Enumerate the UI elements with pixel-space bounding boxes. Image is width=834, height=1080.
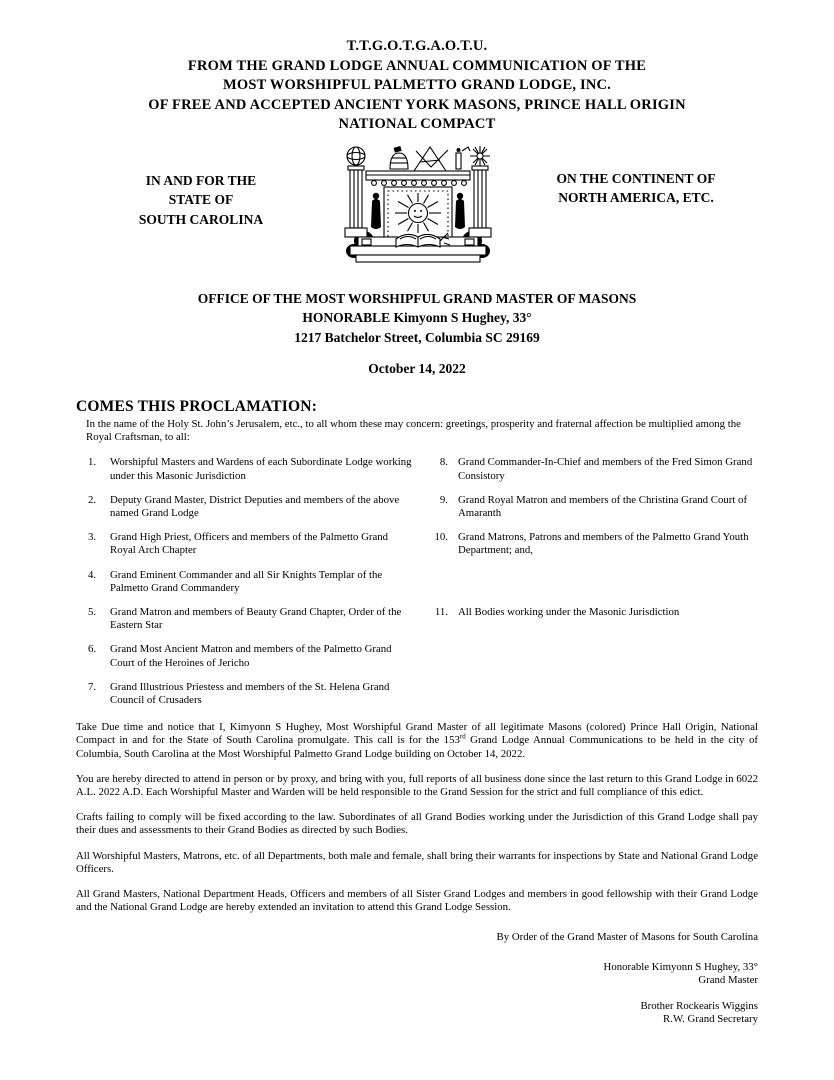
office-line-2: HONORABLE Kimyonn S Hughey, 33° — [302, 310, 532, 325]
grand-secretary-title: R.W. Grand Secretary — [663, 1013, 758, 1026]
title-line-acronym: T.T.G.O.T.G.A.O.T.U. — [346, 38, 488, 54]
continent-line-2: NORTH AMERICA, ETC. — [558, 190, 714, 205]
beehive-icon — [390, 146, 408, 169]
list-item: All Bodies working under the Masonic Jurisdiction — [458, 606, 680, 619]
list-item: Grand Matrons, Patrons and members of the Palmetto Grand Youth Department; and, — [458, 531, 749, 557]
document-date: October 14, 2022 — [368, 361, 466, 376]
continent-line-1: ON THE CONTINENT OF — [556, 170, 716, 186]
document-title-block — [0, 0, 834, 135]
title-line-2: FROM THE GRAND LODGE ANNUAL COMMUNICATION OF THE — [187, 57, 647, 74]
list-item — [458, 681, 758, 707]
document-body — [76, 398, 758, 1027]
list-number: 2. — [88, 493, 97, 506]
list-number: 3. — [88, 531, 97, 544]
list-number: 1. — [88, 456, 97, 469]
paragraph-attend-directive: You are hereby directed to attend in person or by proxy, and bring with you, full reports of all business done since the last return to this Grand Lodge in 6022 A.L. 2022 A.D. Each Worshipful Master and Warden will be held responsible to the Grand Session for the strict and full compliance of this edict. — [76, 772, 758, 799]
paragraph-crafts-compliance: Crafts failing to comply will be fixed according to the law. Subordinates of all Grand Bodies working under the Jurisdiction of this Grand Lodge shall pay their dues and assessments to their Grand Bodies as directed by such Bodies. — [76, 811, 758, 837]
paragraph-take-due-notice — [76, 721, 758, 761]
right-figure — [455, 192, 465, 228]
list-number: 10. — [434, 531, 448, 544]
list-number: 5. — [88, 606, 97, 619]
state-line-1: IN AND FOR THE — [145, 172, 257, 188]
list-number: 11. — [434, 606, 448, 619]
square-compasses-icon — [414, 147, 448, 171]
grand-master-name: Honorable Kimyonn S Hughey, 33° — [603, 960, 758, 973]
closing-block — [76, 931, 758, 1027]
state-line-3: SOUTH CAROLINA — [138, 211, 264, 227]
grand-master-signature — [76, 961, 758, 988]
proclamation-intro: In the name of the Holy St. John’s Jerusalem, etc., to all whom these may concern: greetings, prosperity and fraternal affection be multiplied among the Royal Craftsman, to all: — [86, 418, 741, 444]
state-line-2: STATE OF — [168, 192, 234, 207]
list-item — [458, 569, 758, 595]
starburst-icon — [470, 146, 490, 166]
list-item: Grand High Priest, Officers and members of the Palmetto Grand Royal Arch Chapter — [110, 531, 389, 557]
ordinal-superscript: rd — [459, 732, 466, 741]
list-number: 8. — [439, 456, 448, 469]
globe-icon — [347, 147, 365, 165]
list-number — [416, 569, 458, 595]
grand-secretary-signature — [76, 1000, 758, 1027]
list-number: 4. — [88, 568, 97, 581]
sun-panel — [384, 187, 452, 241]
paragraph-warrants-inspection: All Worshipful Masters, Matrons, etc. of all Departments, both male and female, shall bring their warrants for inspections by State and National Grand Lodge Officers. — [76, 849, 758, 875]
list-number: 9. — [439, 493, 448, 506]
continent-block — [528, 169, 744, 208]
title-line-5: NATIONAL COMPACT — [338, 116, 496, 132]
left-column — [345, 147, 367, 237]
masonic-emblem — [328, 141, 508, 269]
title-line-3: MOST WORSHIPFUL PALMETTO GRAND LODGE, INC. — [222, 77, 611, 93]
paragraph-invitation: All Grand Masters, National Department Heads, Officers and members of all Sister Grand Lodges and members in good fellowship with their Grand Lodge and the National Grand Lodge are hereby extended an invitation to attend this Grand Lodge Session. — [76, 888, 758, 914]
list-number — [416, 681, 458, 707]
list-item: Grand Matron and members of Beauty Grand Chapter, Order of the Eastern Star — [110, 606, 402, 632]
addressee-list — [76, 456, 758, 707]
list-item: Grand Illustrious Priestess and members of the St. Helena Grand Council of Crusaders — [110, 680, 390, 707]
office-line-3: 1217 Batchelor Street, Columbia SC 29169 — [294, 329, 540, 345]
list-number — [416, 643, 458, 669]
right-column — [469, 146, 491, 237]
grand-secretary-name: Brother Rockearis Wiggins — [640, 999, 758, 1012]
list-item: Deputy Grand Master, District Deputies and members of the above named Grand Lodge — [110, 493, 400, 520]
candle-icon — [456, 147, 470, 169]
list-item: Grand Commander-In-Chief and members of the Fred Simon Grand Consistory — [458, 456, 753, 482]
paragraph-text: Take Due time and notice that I, Kimyonn S Hughey, Most Worshipful Grand Master of all legitimate Masons (colored) Prince Hall Origin, National Compact in and for the State of South Carolina promulgate. This call is for the 153 — [76, 721, 758, 747]
left-figure — [371, 192, 381, 228]
list-number: 7. — [88, 680, 97, 693]
grand-master-title: Grand Master — [698, 974, 758, 987]
proclamation-heading: COMES THIS PROCLAMATION: — [76, 398, 318, 415]
masonic-emblem-icon — [328, 141, 508, 269]
state-block — [116, 171, 286, 230]
list-item: Grand Eminent Commander and all Sir Knights Templar of the Palmetto Grand Commandery — [110, 568, 383, 594]
title-line-4: OF FREE AND ACCEPTED ANCIENT YORK MASONS, PRINCE HALL ORIGIN — [148, 96, 686, 113]
list-item: Worshipful Masters and Wardens of each Subordinate Lodge working under this Masonic Jurisdiction — [110, 456, 412, 482]
by-order-line: By Order of the Grand Master of Masons for South Carolina — [496, 931, 758, 944]
entablature — [366, 171, 470, 185]
office-line-1: OFFICE OF THE MOST WORSHIPFUL GRAND MASTER OF MASONS — [197, 290, 637, 306]
list-number: 6. — [88, 643, 97, 656]
sun-face-icon — [409, 203, 428, 222]
list-item: Grand Royal Matron and members of the Christina Grand Court of Amaranth — [458, 493, 748, 520]
emblem-row — [0, 143, 834, 269]
paragraph-text: Grand Lodge Annual Communications to be held in the city of Columbia, South Carolina at the Most Worshipful Palmetto Grand Lodge building on October 14, 2022. — [76, 734, 759, 760]
list-item: Grand Most Ancient Matron and members of the Palmetto Grand Court of the Heroines of Jericho — [110, 643, 392, 669]
list-item — [458, 643, 758, 669]
office-block — [0, 289, 834, 348]
